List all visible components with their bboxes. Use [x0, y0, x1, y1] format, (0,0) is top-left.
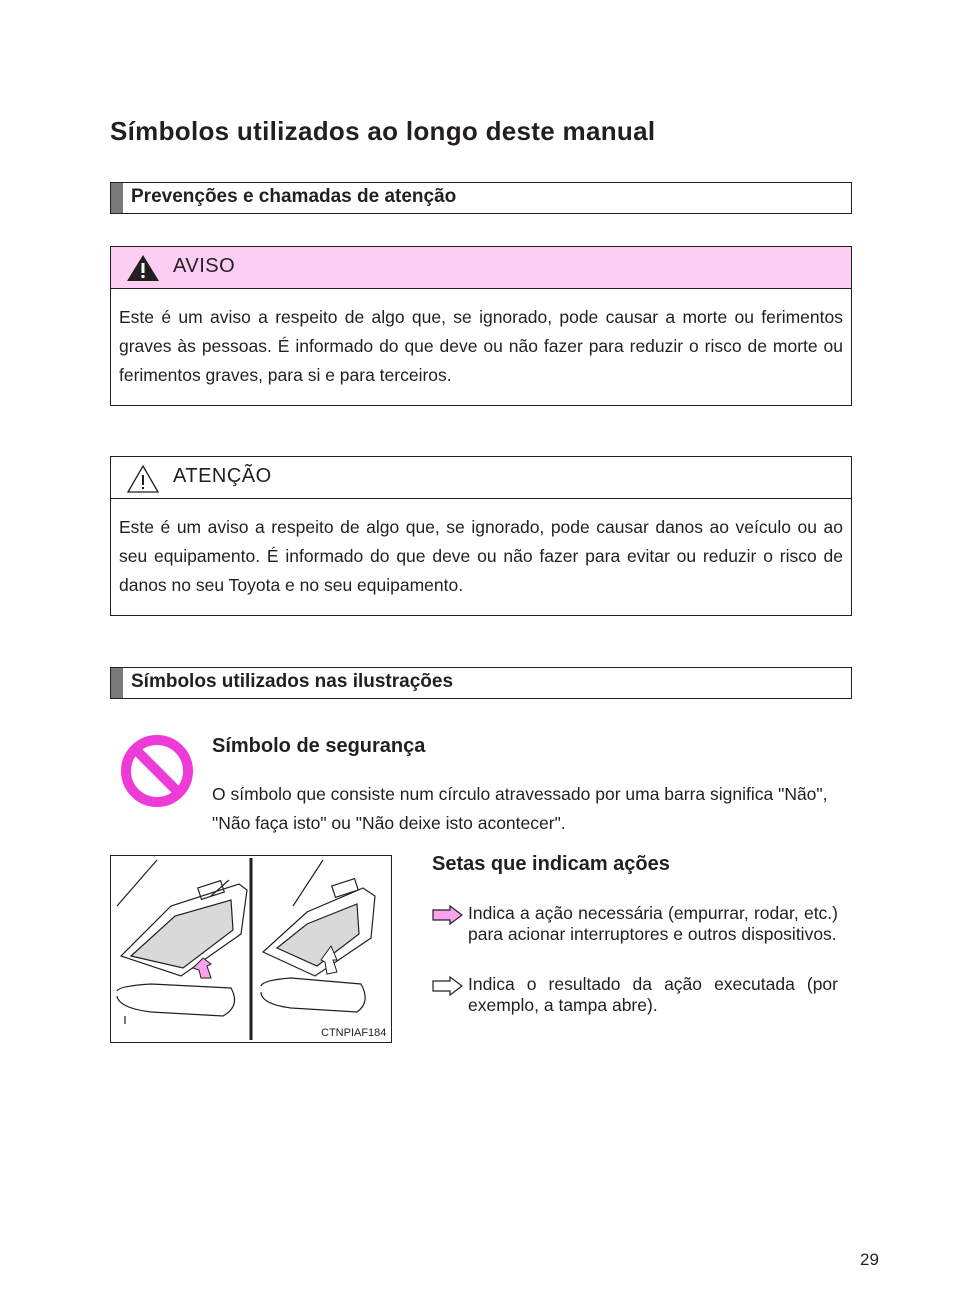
section-header-illustrations [110, 667, 852, 699]
safety-symbol-text: O símbolo que consiste num círculo atravessado por uma barra significa "Não", "Não faça isto" ou "Não deixe isto acontecer". [212, 784, 828, 833]
warning-box [110, 246, 852, 406]
caution-triangle-icon [126, 464, 160, 499]
notice-header [111, 457, 851, 499]
warning-header [111, 247, 851, 289]
result-arrow-text: Indica o resultado da ação executada (por exemplo, a tampa abre). [468, 974, 838, 1015]
list-item [432, 974, 838, 1018]
action-arrow-icon [432, 905, 464, 930]
notice-box [110, 456, 852, 616]
safety-symbol-title: Símbolo de segurança [212, 735, 426, 757]
section-header-label: Símbolos utilizados nas ilustrações [131, 671, 454, 692]
section-header-label: Prevenções e chamadas de atenção [131, 186, 457, 207]
action-arrows-title: Setas que indicam ações [432, 853, 670, 875]
ceiling-console-illustration [111, 856, 391, 1042]
warning-triangle-icon [126, 254, 160, 287]
list-item [432, 903, 838, 969]
page-title: Símbolos utilizados ao longo deste manual [110, 116, 656, 146]
notice-label: ATENÇÃO [173, 465, 272, 487]
notice-text: Este é um aviso a respeito de algo que, se ignorado, pode causar danos ao veículo ou ao seu equipamento. É informado do que deve ou não fazer para evitar ou reduzir o risco de danos no seu Toyota e no seu equipamento. [119, 517, 843, 595]
section-header-tab [111, 668, 123, 698]
result-arrow-icon [432, 976, 464, 1001]
page-number: 29 [860, 1250, 879, 1269]
prohibition-icon [120, 734, 194, 813]
illustration-frame [110, 855, 392, 1043]
illustration-code: CTNPIAF184 [321, 1027, 387, 1039]
warning-label: AVISO [173, 255, 236, 277]
action-arrow-text: Indica a ação necessária (empurrar, rodar, etc.) para acionar interruptores e outros dispositivos. [468, 903, 838, 944]
section-header-tab [111, 183, 123, 213]
section-header-precautions [110, 182, 852, 214]
warning-text: Este é um aviso a respeito de algo que, se ignorado, pode causar a morte ou ferimentos graves às pessoas. É informado do que deve ou não fazer para reduzir o risco de morte ou ferimentos graves, para si e para terceiros. [119, 307, 843, 385]
